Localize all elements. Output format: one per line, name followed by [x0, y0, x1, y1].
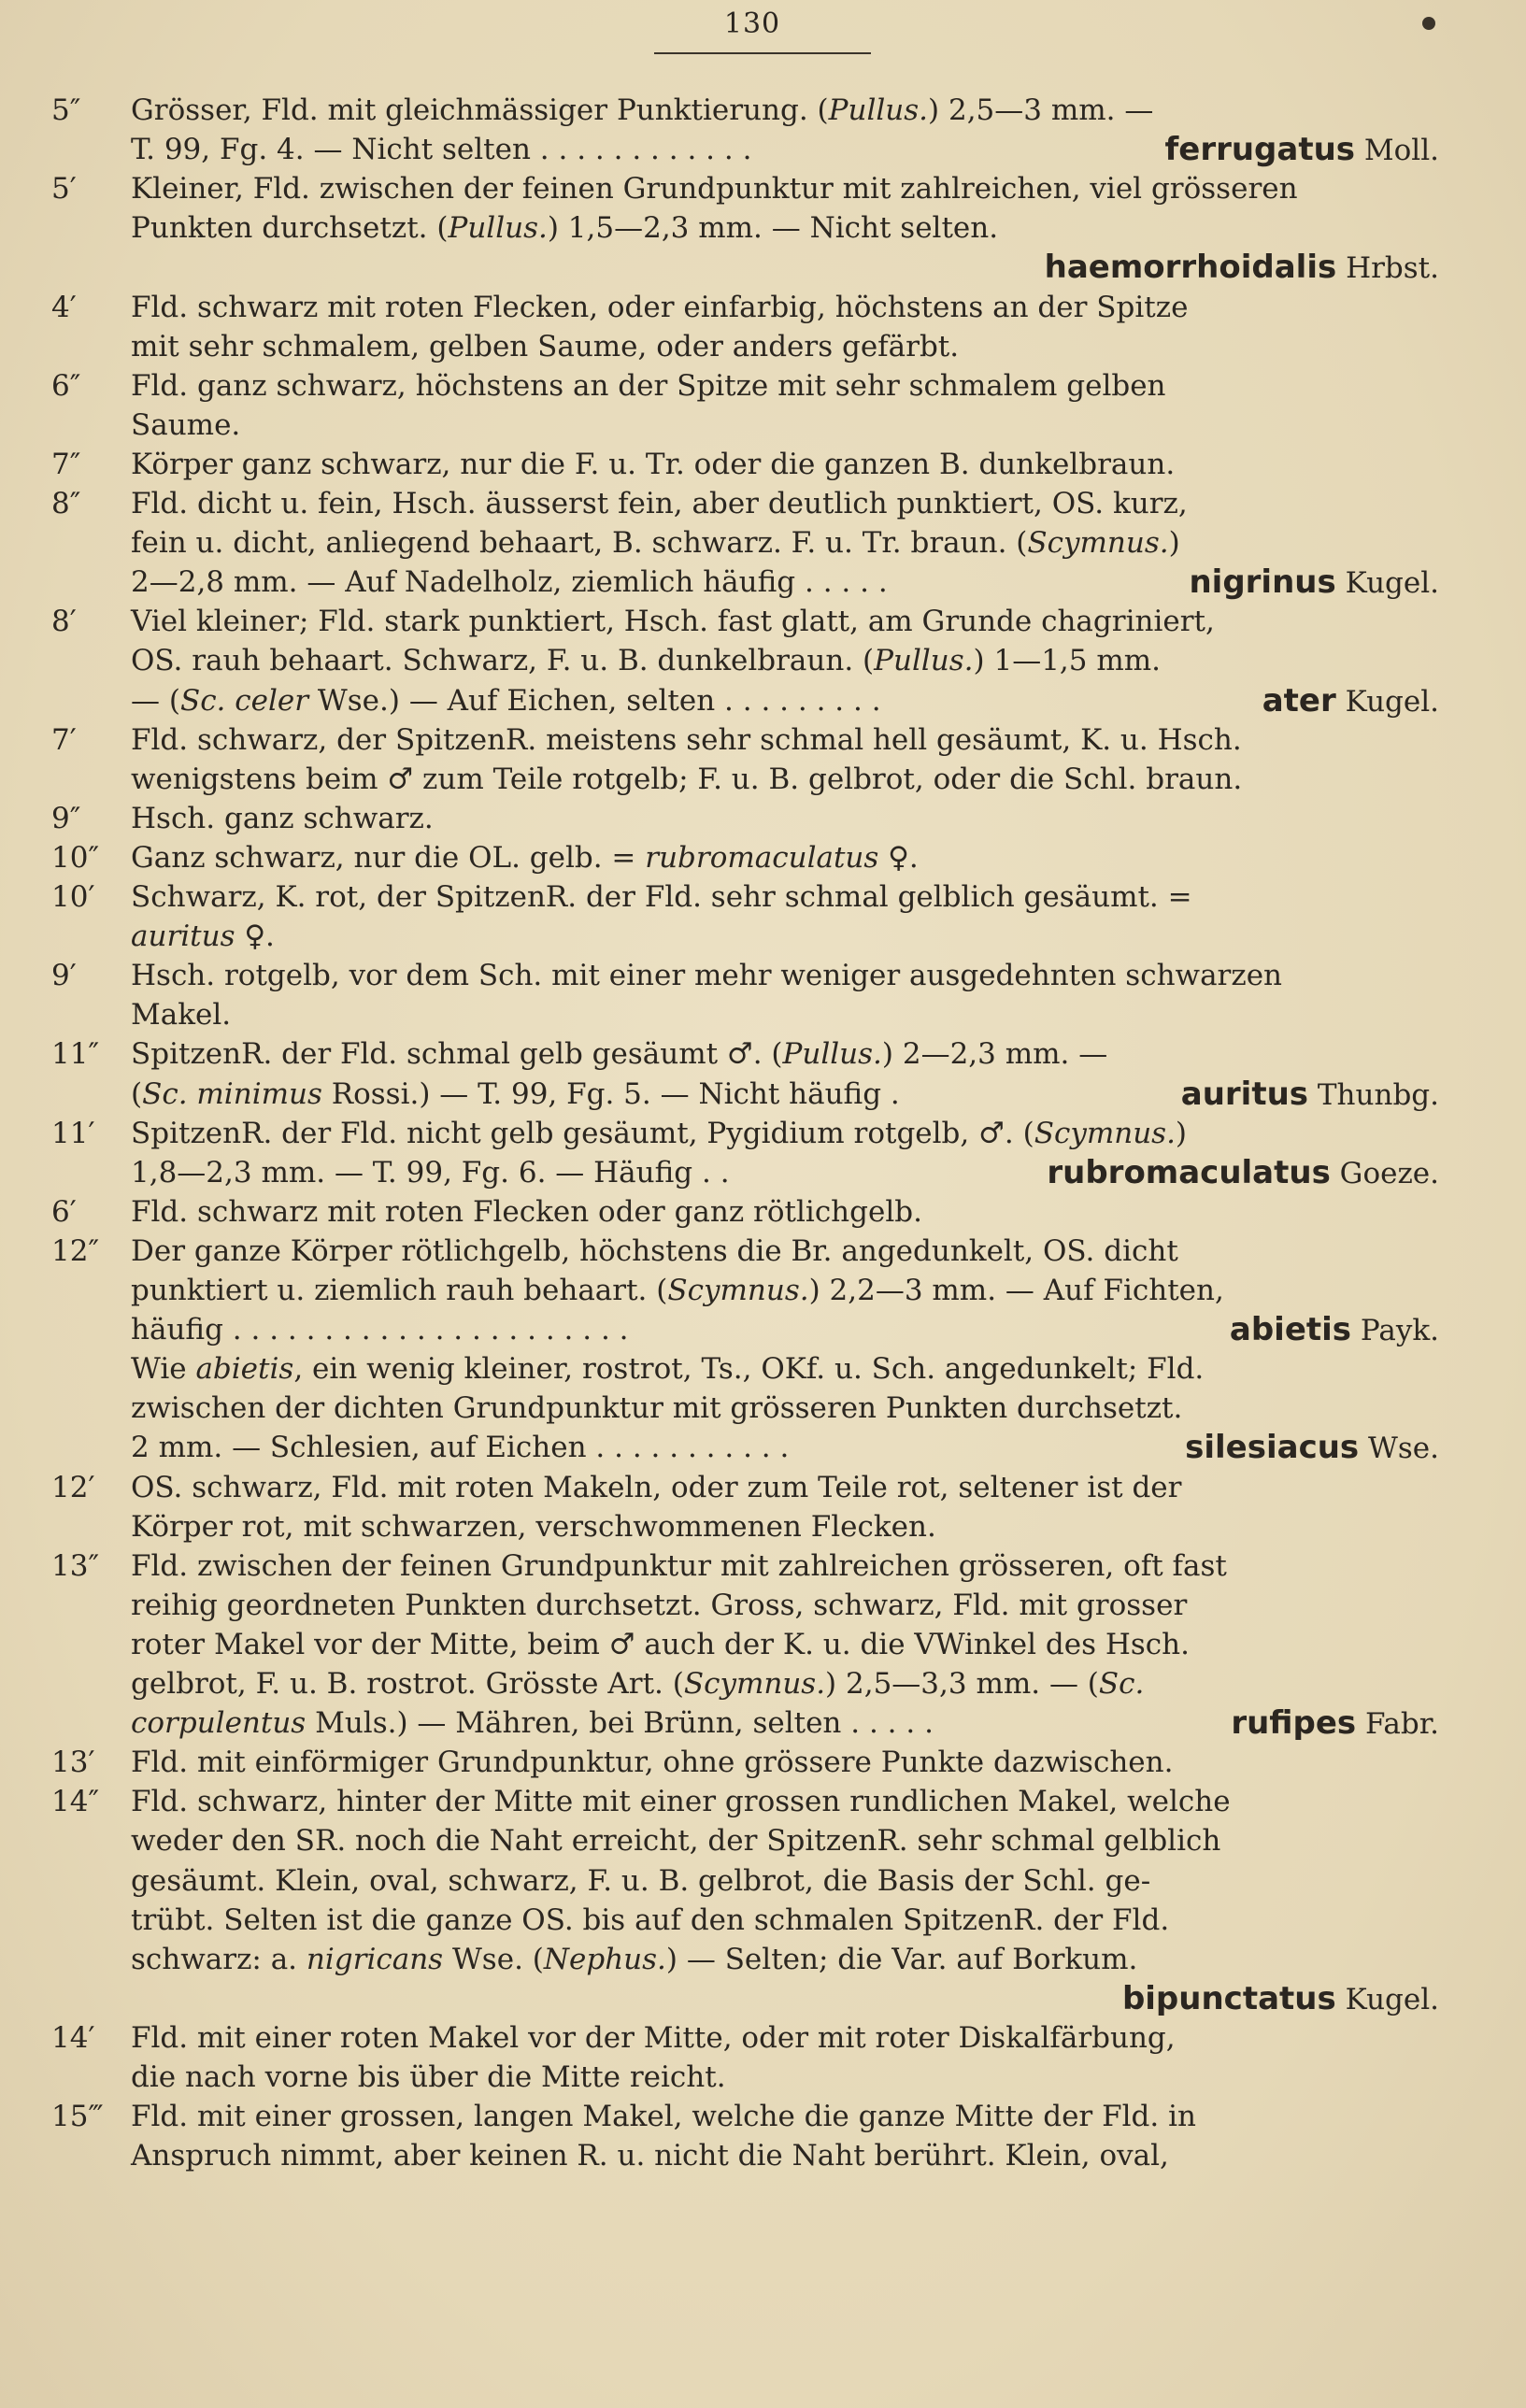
text-line: [131, 209, 1439, 247]
italic-text: Pullus.: [782, 1037, 882, 1071]
line-text: ♀.: [878, 841, 919, 875]
line-text: Anspruch nimmt, aber keinen R. u. nicht die Naht berührt. Klein, oval,: [131, 2139, 1169, 2173]
text-line: [131, 1902, 1439, 1939]
line-text: Fld. schwarz, der SpitzenR. meistens sehr schmal hell gesäumt, K. u. Hsch.: [131, 723, 1242, 757]
species-author: Kugel.: [1335, 566, 1439, 600]
species-entry: [1047, 1154, 1439, 1192]
line-text: zwischen der dichten Grundpunktur mit grösseren Punkten durchsetzt.: [131, 1391, 1183, 1425]
species-name: silesiacus: [1185, 1429, 1360, 1466]
italic-text: Sc. celer: [179, 684, 309, 718]
text-line: [131, 839, 1439, 876]
text-line: [131, 1665, 1439, 1703]
line-text: 1,8—2,3 mm. — T. 99, Fg. 6. — Häufig . .: [131, 1156, 730, 1190]
line-text: Fld. mit einer roten Makel vor der Mitte, oder mit roter Diskalfärbung,: [131, 2021, 1176, 2055]
couplet-number: 15‴: [51, 2100, 104, 2133]
line-text: roter Makel vor der Mitte, beim ♂ auch der K. u. die VWinkel des Hsch.: [131, 1628, 1190, 1661]
text-line: [131, 524, 1439, 562]
line-text: Makel.: [131, 998, 232, 1032]
text-line: [131, 1744, 1439, 1781]
couplet-number: 5″: [51, 93, 81, 127]
text-line: [131, 1232, 1439, 1270]
species-author: Kugel.: [1335, 685, 1439, 719]
species-name: rubromaculatus: [1047, 1154, 1331, 1191]
line-text: Muls.) — Mähren, bei Brünn, selten . . . . .: [306, 1706, 934, 1740]
line-text: ) 2,5—3 mm. —: [928, 93, 1154, 127]
line-text: 2—2,8 mm. — Auf Nadelholz, ziemlich häufig . . . . .: [131, 565, 888, 599]
italic-text: abietis: [195, 1352, 294, 1386]
line-text: ♀.: [235, 919, 275, 953]
text-line: [131, 1389, 1439, 1427]
line-text: Wse.) — Auf Eichen, selten . . . . . . . . .: [308, 684, 881, 718]
text-line: [131, 1941, 1439, 1978]
line-text: Fld. zwischen der feinen Grundpunktur mit zahlreichen grösseren, oft fast: [131, 1549, 1227, 1583]
line-text: wenigstens beim ♂ zum Teile rotgelb; F. u. B. gelbrot, oder die Schl. braun.: [131, 762, 1243, 796]
line-text: die nach vorne bis über die Mitte reicht.: [131, 2060, 726, 2094]
italic-text: Pullus.: [448, 211, 548, 245]
italic-text: Pullus.: [828, 93, 929, 127]
text-line: [131, 918, 1439, 955]
line-text: ) 2—2,3 mm. —: [881, 1037, 1108, 1071]
text-line: [131, 1193, 1439, 1231]
text-line: [131, 367, 1439, 405]
line-text: ) — Selten; die Var. auf Borkum.: [665, 1943, 1138, 1976]
text-line: [131, 485, 1439, 522]
couplet-number: 13′: [51, 1745, 95, 1779]
line-text: , ein wenig kleiner, rostrot, Ts., OKf. u. Sch. angedunkelt; Fld.: [293, 1352, 1205, 1386]
couplet-number: 10′: [51, 880, 95, 914]
couplet-number: 7′: [51, 723, 77, 757]
couplet-number: 14′: [51, 2021, 95, 2055]
couplet-number: 10″: [51, 841, 100, 875]
line-text: Viel kleiner; Fld. stark punktiert, Hsch. fast glatt, am Grunde chagriniert,: [131, 605, 1215, 638]
line-text: Ganz schwarz, nur die OL. gelb. =: [131, 841, 646, 875]
species-entry: [1189, 563, 1439, 602]
text-line: [131, 289, 1439, 326]
text-line: [131, 170, 1439, 207]
text-line: [131, 1076, 1439, 1113]
species-author: Payk.: [1351, 1314, 1439, 1347]
line-text: Körper rot, mit schwarzen, verschwommenen Flecken.: [131, 1510, 936, 1544]
line-text: schwarz: a.: [131, 1943, 307, 1976]
text-line: [131, 603, 1439, 640]
couplet-number: 13″: [51, 1549, 100, 1583]
text-line: [131, 1115, 1439, 1152]
line-text: Kleiner, Fld. zwischen der feinen Grundpunktur mit zahlreichen, viel grösseren: [131, 172, 1298, 206]
text-line: [131, 2137, 1439, 2174]
text-line: [131, 249, 1439, 286]
couplet-number: 5′: [51, 172, 77, 206]
species-entry: [1185, 1429, 1439, 1467]
text-line: [131, 1626, 1439, 1663]
line-text: Wie: [131, 1352, 196, 1386]
line-text: ): [1175, 1117, 1188, 1150]
italic-text: Sc. minimus: [142, 1077, 322, 1111]
line-text: häufig . . . . . . . . . . . . . . . . . . . . . .: [131, 1313, 629, 1346]
text-line: [131, 1783, 1439, 1820]
line-text: Punkten durchsetzt. (: [131, 211, 449, 245]
species-name: abietis: [1229, 1311, 1352, 1348]
couplet-number: 11″: [51, 1037, 100, 1071]
species-name: bipunctatus: [1121, 1980, 1336, 2017]
line-text: fein u. dicht, anliegend behaart, B. schwarz. F. u. Tr. braun. (: [131, 526, 1028, 560]
italic-text: Scymnus.: [683, 1667, 826, 1701]
italic-text: Scymnus.: [667, 1274, 809, 1307]
text-line: [131, 1704, 1439, 1742]
text-line: [131, 1508, 1439, 1546]
line-text: Der ganze Körper rötlichgelb, höchstens die Br. angedunkelt, OS. dicht: [131, 1234, 1178, 1268]
italic-text: Pullus.: [874, 644, 974, 677]
line-text: Fld. schwarz mit roten Flecken oder ganz rötlichgelb.: [131, 1195, 922, 1229]
line-text: Fld. schwarz, hinter der Mitte mit einer grossen rundlichen Makel, welche: [131, 1785, 1231, 1818]
text-line: [131, 1429, 1439, 1466]
couplet-number: 6′: [51, 1195, 77, 1229]
couplet-number: 6″: [51, 369, 81, 403]
line-text: Wse. (: [443, 1943, 544, 1976]
line-text: OS. rauh behaart. Schwarz, F. u. B. dunkelbraun. (: [131, 644, 875, 677]
text-line: [131, 1154, 1439, 1191]
couplet-number: 9′: [51, 959, 77, 992]
species-name: ferrugatus: [1164, 131, 1356, 168]
line-text: (: [131, 1077, 143, 1111]
text-line: [131, 1035, 1439, 1073]
species-entry: [1231, 1704, 1439, 1743]
text-line: [131, 957, 1439, 994]
text-line: [131, 1350, 1439, 1388]
species-author: Wse.: [1359, 1432, 1439, 1465]
line-text: Fld. mit einförmiger Grundpunktur, ohne grössere Punkte dazwischen.: [131, 1745, 1174, 1779]
line-text: Grösser, Fld. mit gleichmässiger Punktierung. (: [131, 93, 829, 127]
text-line: [131, 761, 1439, 798]
text-line: [131, 2019, 1439, 2057]
species-entry: [1230, 1311, 1439, 1349]
line-text: T. 99, Fg. 4. — Nicht selten . . . . . . . . . . . .: [131, 133, 752, 166]
species-author: Goeze.: [1330, 1157, 1439, 1190]
text-line: [131, 2059, 1439, 2096]
italic-text: rubromaculatus: [645, 841, 879, 875]
text-line: [131, 446, 1439, 483]
couplet-number: 12″: [51, 1234, 100, 1268]
line-text: Fld. dicht u. fein, Hsch. äusserst fein, aber deutlich punktiert, OS. kurz,: [131, 487, 1188, 520]
text-line: [131, 131, 1439, 168]
italic-text: corpulentus: [131, 1706, 307, 1740]
text-line: [131, 642, 1439, 679]
italic-text: Nephus.: [543, 1943, 666, 1976]
species-name: nigrinus: [1189, 563, 1336, 601]
couplet-number: 4′: [51, 291, 77, 324]
line-text: Hsch. ganz schwarz.: [131, 802, 434, 835]
species-entry: [1122, 1980, 1439, 2018]
species-author: Thunbg.: [1308, 1078, 1439, 1112]
line-text: mit sehr schmalem, gelben Saume, oder anders gefärbt.: [131, 330, 960, 363]
italic-text: Sc.: [1098, 1667, 1145, 1701]
line-text: Fld. schwarz mit roten Flecken, oder einfarbig, höchstens an der Spitze: [131, 291, 1189, 324]
text-line: [131, 406, 1439, 444]
text-line: [131, 996, 1439, 1033]
line-text: ) 2,5—3,3 mm. — (: [825, 1667, 1099, 1701]
line-text: trübt. Selten ist die ganze OS. bis auf den schmalen SpitzenR. der Fld.: [131, 1903, 1170, 1937]
text-line: [131, 1311, 1439, 1348]
line-text: Rossi.) — T. 99, Fg. 5. — Nicht häufig .: [321, 1077, 900, 1111]
line-text: weder den SR. noch die Naht erreicht, der SpitzenR. sehr schmal gelblich: [131, 1824, 1221, 1858]
line-text: OS. schwarz, Fld. mit roten Makeln, oder zum Teile rot, seltener ist der: [131, 1471, 1182, 1504]
text-line: [131, 1980, 1439, 2017]
text-line: [131, 92, 1439, 129]
page-number: 130: [723, 7, 781, 40]
species-name: auritus: [1180, 1076, 1309, 1113]
couplet-number: 7″: [51, 448, 81, 481]
species-entry: [1262, 682, 1439, 720]
line-text: Körper ganz schwarz, nur die F. u. Tr. oder die ganzen B. dunkelbraun.: [131, 448, 1176, 481]
line-text: SpitzenR. der Fld. schmal gelb gesäumt ♂. (: [131, 1037, 783, 1071]
couplet-number: 8′: [51, 605, 77, 638]
text-line: [131, 563, 1439, 601]
species-entry: [1045, 249, 1439, 287]
line-text: — (: [131, 684, 180, 718]
line-text: Schwarz, K. rot, der SpitzenR. der Fld. sehr schmal gelblich gesäumt. =: [131, 880, 1192, 914]
line-text: ) 2,2—3 mm. — Auf Fichten,: [808, 1274, 1224, 1307]
line-text: ): [1168, 526, 1180, 560]
text-line: [131, 1862, 1439, 1900]
couplet-number: 9″: [51, 802, 81, 835]
line-text: reihig geordneten Punkten durchsetzt. Gross, schwarz, Fld. mit grosser: [131, 1589, 1188, 1622]
couplet-number: 14″: [51, 1785, 100, 1818]
species-author: Fabr.: [1356, 1707, 1439, 1741]
text-line: [131, 1547, 1439, 1585]
text-line: [131, 682, 1439, 720]
text-line: [131, 328, 1439, 365]
line-text: Fld. ganz schwarz, höchstens an der Spitze mit sehr schmalem gelben: [131, 369, 1166, 403]
line-text: ) 1—1,5 mm.: [973, 644, 1162, 677]
text-line: [131, 800, 1439, 837]
line-text: Hsch. rotgelb, vor dem Sch. mit einer mehr weniger ausgedehnten schwarzen: [131, 959, 1283, 992]
line-text: Fld. mit einer grossen, langen Makel, welche die ganze Mitte der Fld. in: [131, 2100, 1196, 2133]
italic-text: auritus: [131, 919, 235, 953]
text-line: [131, 721, 1439, 759]
text-line: [131, 878, 1439, 916]
species-name: rufipes: [1231, 1704, 1357, 1742]
species-entry: [1164, 131, 1439, 169]
species-name: haemorrhoidalis: [1044, 249, 1337, 286]
text-line: [131, 1822, 1439, 1859]
text-line: [131, 1587, 1439, 1624]
line-text: Saume.: [131, 408, 241, 442]
line-text: punktiert u. ziemlich rauh behaart. (: [131, 1274, 668, 1307]
species-name: ater: [1262, 682, 1336, 720]
couplet-number: 8″: [51, 487, 81, 520]
line-text: SpitzenR. der Fld. nicht gelb gesäumt, Pygidium rotgelb, ♂. (: [131, 1117, 1034, 1150]
text-line: [131, 1469, 1439, 1506]
line-text: gesäumt. Klein, oval, schwarz, F. u. B. gelbrot, die Basis der Schl. ge-: [131, 1864, 1151, 1898]
italic-text: Scymnus.: [1027, 526, 1169, 560]
line-text: 2 mm. — Schlesien, auf Eichen . . . . . . . . . . .: [131, 1431, 790, 1464]
species-author: Moll.: [1355, 134, 1439, 167]
text-line: [131, 2098, 1439, 2135]
species-entry: [1181, 1076, 1439, 1114]
line-text: gelbrot, F. u. B. rostrot. Grösste Art. (: [131, 1667, 684, 1701]
couplet-number: 11′: [51, 1117, 95, 1150]
species-author: Hrbst.: [1336, 251, 1439, 285]
italic-text: nigricans: [306, 1943, 444, 1976]
line-text: ) 1,5—2,3 mm. — Nicht selten.: [547, 211, 999, 245]
text-line: [131, 1272, 1439, 1309]
italic-text: Scymnus.: [1034, 1117, 1176, 1150]
species-author: Kugel.: [1335, 1983, 1439, 2016]
couplet-number: 12′: [51, 1471, 95, 1504]
